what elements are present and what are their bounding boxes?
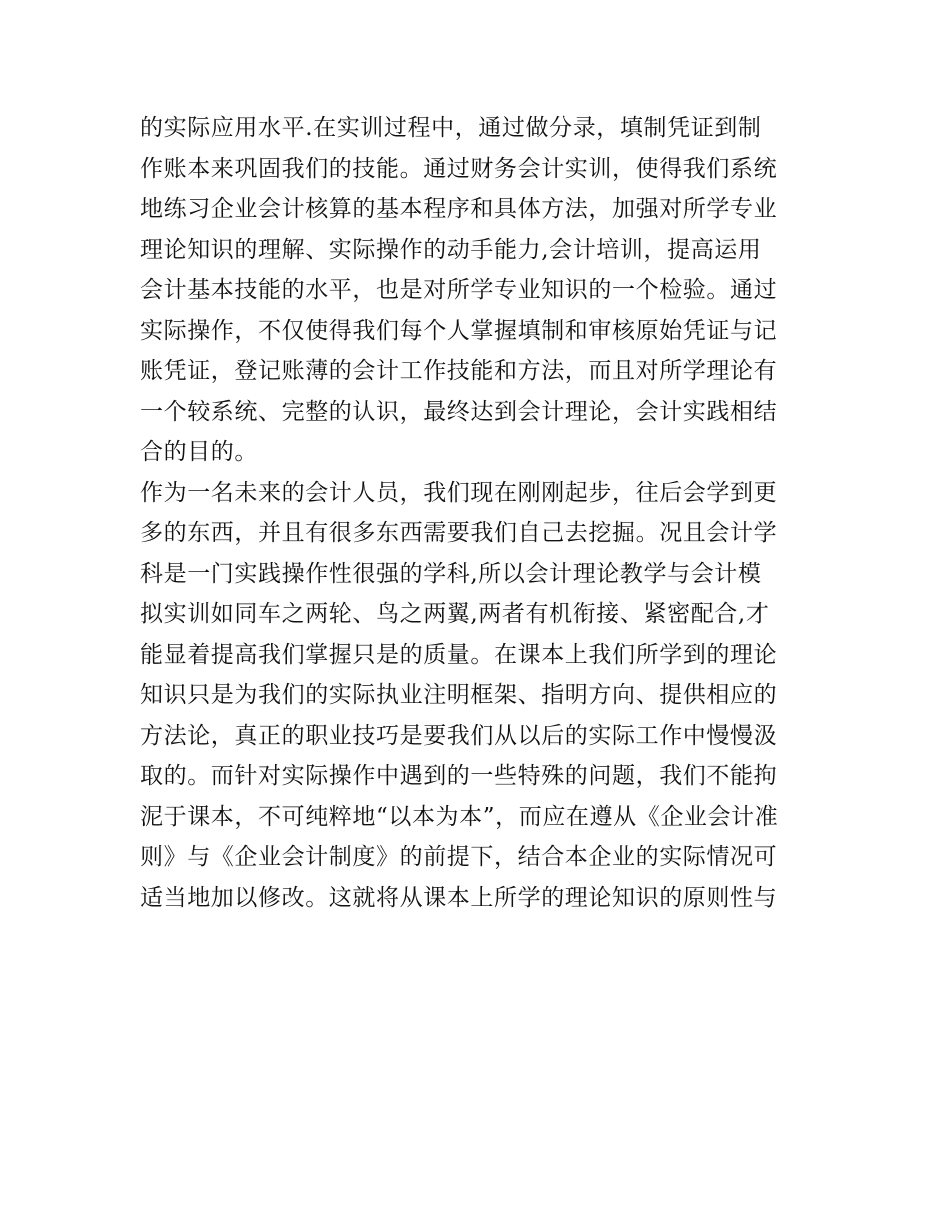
text-line: 取的。而针对实际操作中遇到的一些特殊的问题，我们不能拘 bbox=[140, 763, 778, 789]
text-line: 则》与《企业会计制度》的前提下，结合本企业的实际情况可 bbox=[140, 844, 778, 870]
text-line: 一个较系统、完整的认识，最终达到会计理论，会计实践相结 bbox=[140, 398, 778, 425]
text-line: 方法论，真正的职业技巧是要我们从以后的实际工作中慢慢汲 bbox=[140, 722, 778, 749]
text-line: 作为一名未来的会计人员，我们现在刚刚起步，往后会学到更 bbox=[140, 479, 778, 506]
text-line: 泥于课本，不可纯粹地“以本为本”，而应在遵从《企业会计准 bbox=[140, 803, 779, 830]
text-line: 会计基本技能的水平，也是对所学专业知识的一个检验。通过 bbox=[140, 277, 778, 303]
text-line: 能显着提高我们掌握只是的质量。在课本上我们所学到的理论 bbox=[140, 641, 778, 668]
text-line: 适当地加以修改。这就将从课本上所学的理论知识的原则性与 bbox=[140, 884, 778, 911]
body-text bbox=[140, 108, 820, 918]
text-line: 账凭证，登记账薄的会计工作技能和方法，而且对所学理论有 bbox=[140, 358, 778, 384]
text-line: 拟实训如同车之两轮、鸟之两翼,两者有机衔接、紧密配合,才 bbox=[140, 601, 770, 627]
text-line: 理论知识的理解、实际操作的动手能力,会计培训，提高运用 bbox=[140, 236, 762, 263]
text-line: 实际操作，不仅使得我们每个人掌握填制和审核原始凭证与记 bbox=[140, 317, 778, 344]
text-line: 知识只是为我们的实际执业注明框架、指明方向、提供相应的 bbox=[140, 682, 778, 708]
text-line: 作账本来巩固我们的技能。通过财务会计实训，使得我们系统 bbox=[140, 155, 778, 182]
text-line: 多的东西，并且有很多东西需要我们自己去挖掘。况且会计学 bbox=[140, 520, 778, 546]
text-line: 科是一门实践操作性很强的学科,所以会计理论教学与会计模 bbox=[140, 560, 762, 587]
text-line: 地练习企业会计核算的基本程序和具体方法，加强对所学专业 bbox=[140, 196, 778, 222]
text-line: 合的目的。 bbox=[140, 439, 258, 465]
text-line: 的实际应用水平.在实训过程中，通过做分录，填制凭证到制 bbox=[140, 115, 762, 141]
